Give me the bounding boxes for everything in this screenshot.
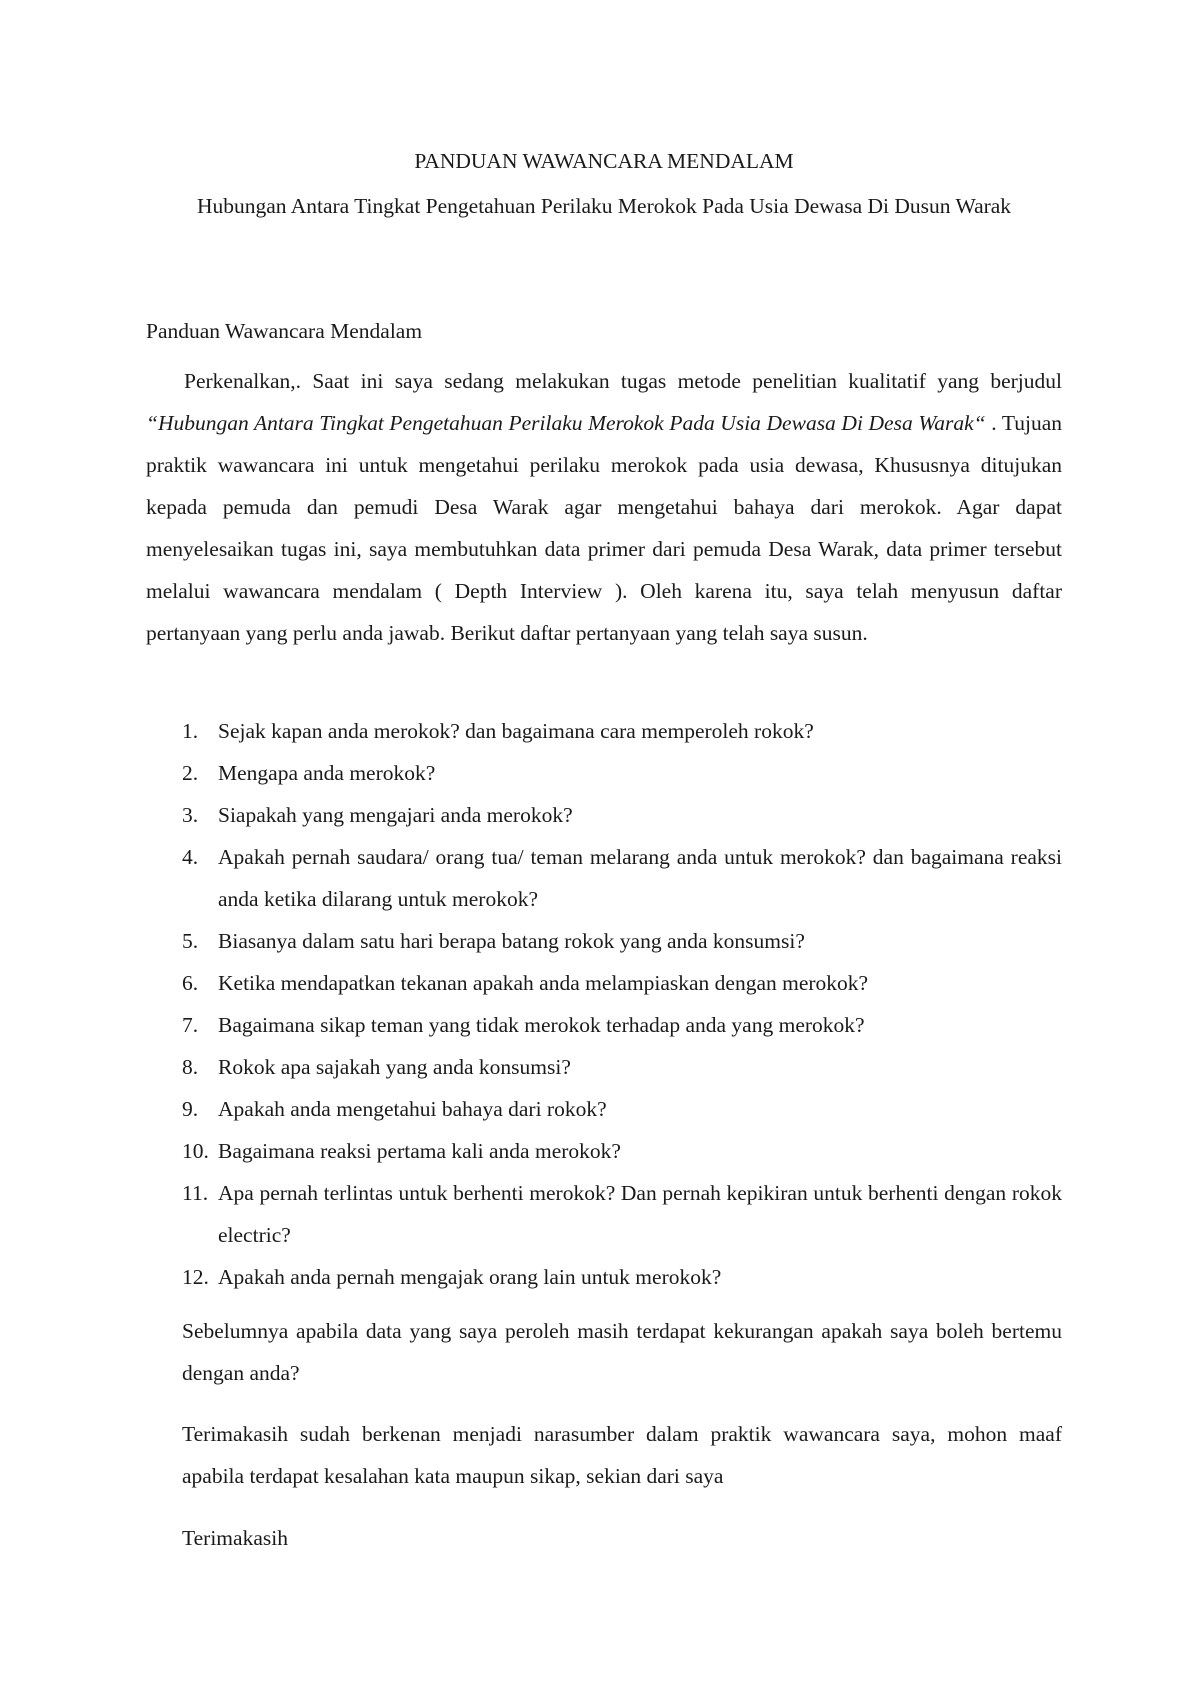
closing-signoff: Terimakasih xyxy=(182,1526,288,1550)
question-item xyxy=(146,836,1062,920)
question-item xyxy=(146,1256,1062,1298)
question-text: Apakah anda pernah mengajak orang lain untuk merokok? xyxy=(218,1265,722,1289)
question-item xyxy=(146,1004,1062,1046)
question-item xyxy=(146,1088,1062,1130)
question-number: 11. xyxy=(182,1181,209,1205)
closing-thanks-paragraph: Terimakasih sudah berkenan menjadi narasumber dalam praktik wawancara saya, mohon maaf apabila terdapat kesalahan kata maupun sikap, sekian dari saya xyxy=(182,1422,1062,1488)
question-number: 10. xyxy=(182,1139,209,1163)
document-page xyxy=(146,0,1062,1698)
question-text: Apakah anda mengetahui bahaya dari rokok? xyxy=(218,1097,607,1121)
closing-request-paragraph: Sebelumnya apabila data yang saya peroleh masih terdapat kekurangan apakah saya boleh bertemu dengan anda? xyxy=(182,1319,1062,1385)
question-number: 9. xyxy=(182,1097,199,1121)
question-text: Apa pernah terlintas untuk berhenti merokok? Dan pernah kepikiran untuk berhenti dengan rokok electric? xyxy=(218,1181,1062,1247)
question-item xyxy=(146,1046,1062,1088)
intro-text-2: . Tujuan praktik wawancara ini untuk mengetahui perilaku merokok pada usia dewasa, Khususnya ditujukan kepada pemuda dan pemudi Desa Warak agar mengetahui bahaya dari merokok. Agar dapat menyelesaikan tugas ini, saya membutuhkan data primer dari pemuda Desa Warak, data primer tersebut melalui wawancara mendalam ( Depth Interview ). Oleh karena itu, saya telah menyusun daftar pertanyaan yang perlu anda jawab. Berikut daftar pertanyaan yang telah saya susun. xyxy=(146,411,1062,645)
question-text: Apakah pernah saudara/ orang tua/ teman melarang anda untuk merokok? dan bagaimana reaksi anda ketika dilarang untuk merokok? xyxy=(218,845,1062,911)
question-number: 3. xyxy=(182,803,199,827)
question-text: Bagaimana sikap teman yang tidak merokok terhadap anda yang merokok? xyxy=(218,1013,865,1037)
question-item xyxy=(146,1172,1062,1256)
document-title: PANDUAN WAWANCARA MENDALAM xyxy=(414,149,794,173)
question-text: Rokok apa sajakah yang anda konsumsi? xyxy=(218,1055,571,1079)
intro-paragraph xyxy=(146,360,1062,654)
question-text: Mengapa anda merokok? xyxy=(218,761,436,785)
question-list xyxy=(146,710,1062,1298)
question-number: 1. xyxy=(182,719,199,743)
question-number: 6. xyxy=(182,971,199,995)
question-text: Sejak kapan anda merokok? dan bagaimana cara memperoleh rokok? xyxy=(218,719,814,743)
question-number: 4. xyxy=(182,845,199,869)
question-number: 8. xyxy=(182,1055,199,1079)
question-text: Siapakah yang mengajari anda merokok? xyxy=(218,803,573,827)
question-item xyxy=(146,962,1062,1004)
intro-text-1: Perkenalkan,. Saat ini saya sedang melakukan tugas metode penelitian kualitatif yang berjudul xyxy=(184,369,1062,393)
question-number: 12. xyxy=(182,1265,209,1289)
question-item xyxy=(146,710,1062,752)
question-number: 5. xyxy=(182,929,199,953)
question-item xyxy=(146,752,1062,794)
question-text: Bagaimana reaksi pertama kali anda merokok? xyxy=(218,1139,621,1163)
question-text: Ketika mendapatkan tekanan apakah anda melampiaskan dengan merokok? xyxy=(218,971,869,995)
question-item xyxy=(146,920,1062,962)
question-text: Biasanya dalam satu hari berapa batang rokok yang anda konsumsi? xyxy=(218,929,805,953)
section-heading: Panduan Wawancara Mendalam xyxy=(146,319,423,343)
question-item xyxy=(146,794,1062,836)
document-subtitle: Hubungan Antara Tingkat Pengetahuan Perilaku Merokok Pada Usia Dewasa Di Dusun Warak xyxy=(196,194,1012,218)
question-number: 7. xyxy=(182,1013,199,1037)
question-number: 2. xyxy=(182,761,199,785)
intro-research-title: “Hubungan Antara Tingkat Pengetahuan Perilaku Merokok Pada Usia Dewasa Di Desa Warak“ xyxy=(146,411,986,435)
question-item xyxy=(146,1130,1062,1172)
